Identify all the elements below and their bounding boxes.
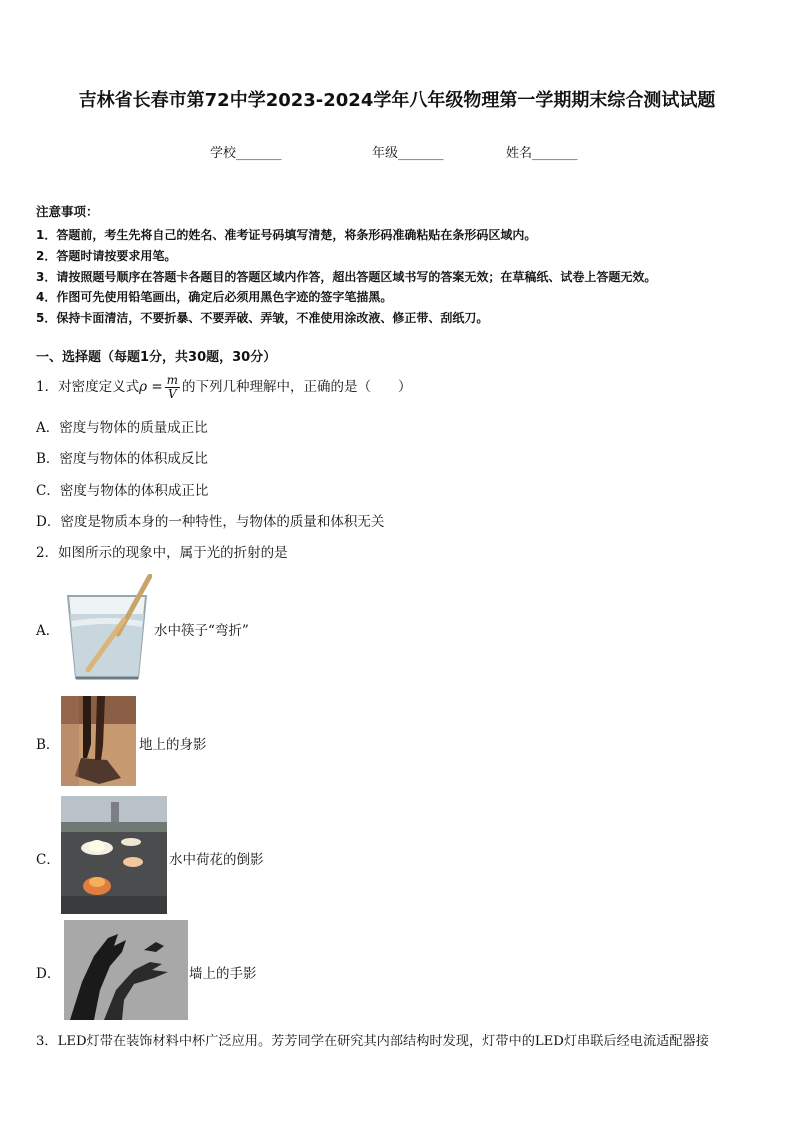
q1-option-a: A．密度与物体的质量成正比 — [36, 420, 208, 436]
school-blank: _______ — [236, 146, 282, 161]
notes-block — [36, 202, 766, 329]
note-item-2: 2．答题时请按要求用笔。 — [36, 248, 177, 263]
q2-option-c-caption: 水中荷花的倒影 — [169, 852, 264, 868]
school-field — [210, 142, 282, 161]
q1-option-c: C．密度与物体的体积成正比 — [36, 483, 209, 499]
note-item-1: 1．答题前，考生先将自己的姓名、准考证号码填写清楚，将条形码准确粘贴在条形码区域内。 — [36, 228, 537, 242]
q1-suffix: 的下列几种理解中，正确的是（ ） — [182, 379, 412, 395]
question-2-stem: 2．如图所示的现象中，属于光的折射的是 — [36, 545, 288, 561]
q2-option-d-caption: 墙上的手影 — [189, 966, 257, 982]
grade-blank: _______ — [398, 146, 444, 161]
notes-title: 注意事项： — [36, 204, 99, 219]
note-item-4: 4．作图可先使用铅笔画出，确定后必须用黑色字迹的签字笔描黑。 — [36, 290, 393, 305]
hand-shadow-icon — [64, 920, 188, 1020]
q1-option-d: D．密度是物质本身的一种特性，与物体的质量和体积无关 — [36, 514, 385, 530]
shadow-on-ground-icon — [61, 696, 136, 786]
q2-option-b-letter: B． — [36, 737, 60, 753]
q1-rho: ρ = — [139, 379, 163, 395]
q2-option-c-letter: C． — [36, 852, 60, 868]
grade-label: 年级 — [372, 146, 399, 161]
q2-option-a-letter: A． — [36, 623, 60, 639]
school-label: 学校 — [210, 146, 237, 161]
note-item-5: 5．保持卡面清洁，不要折暴、不要弄破、弄皱，不准使用涂改液、修正带、刮纸刀。 — [36, 311, 489, 326]
lotus-reflection-icon — [61, 796, 167, 914]
glass-with-chopstick-icon — [62, 574, 152, 682]
question-1-stem — [36, 374, 412, 401]
name-blank: _______ — [532, 146, 578, 161]
q2-option-d-letter: D． — [36, 966, 61, 982]
grade-field — [372, 142, 444, 161]
q1-numerator: m — [166, 373, 179, 387]
q1-prefix: 1．对密度定义式 — [36, 379, 140, 395]
q2-option-a-caption: 水中筷子“弯折” — [154, 623, 249, 639]
question-3-stem: 3．LED灯带在装饰材料中杯广泛应用。芳芳同学在研究其内部结构时发现，灯带中的LED灯串联后经电流适配器接 — [36, 1034, 709, 1049]
q1-denominator: V — [168, 387, 177, 401]
q1-fraction — [165, 374, 180, 401]
page-title: 吉林省长春市第72中学2023-2024学年八年级物理第一学期期末综合测试试题 — [78, 90, 716, 111]
note-item-3: 3．请按照题号顺序在答题卡各题目的答题区域内作答，超出答题区域书写的答案无效；在草稿纸、试卷上答题无效。 — [36, 269, 657, 284]
q1-option-b: B．密度与物体的体积成反比 — [36, 451, 208, 467]
section-heading: 一、选择题（每题1分，共30题，30分） — [36, 350, 277, 365]
name-label: 姓名 — [506, 146, 533, 161]
name-field — [506, 142, 578, 161]
q2-option-b-caption: 地上的身影 — [139, 737, 207, 753]
